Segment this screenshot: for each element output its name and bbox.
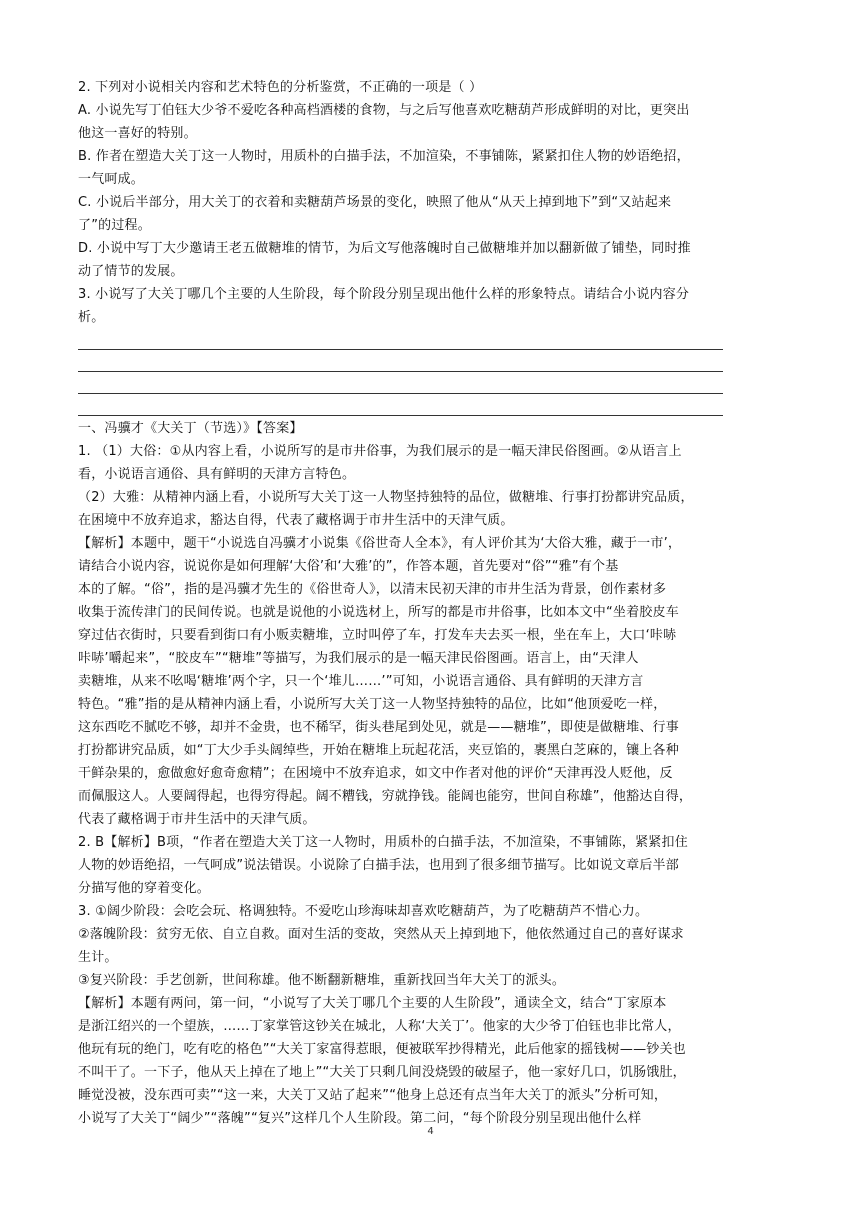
answer-line: 小说写了大关丁“阔少”“落魄”“复兴”这样几个人生阶段。第二问，“每个阶段分别呈现出他什么样 <box>78 1111 642 1126</box>
answer-blank-lines <box>78 349 783 416</box>
answer-line: 人物的妙语绝招，一气呵成”说法错误。小说除了白描手法，也用到了很多细节描写。比如说文章后半部 <box>78 858 679 873</box>
question-line: A. 小说先写丁伯钰大少爷不爱吃各种高档酒楼的食物，与之后写他喜欢吃糖葫芦形成鲜明的对比，更突出 <box>78 103 690 118</box>
answer-line: 2. B【解析】B项，“作者在塑造大关丁这一人物时，用质朴的白描手法，不加渲染，不事铺陈，紧紧扣住 <box>78 835 688 850</box>
answer-line: 【解析】本题有两问，第一问，“小说写了大关丁哪几个主要的人生阶段”，通读全文，结合“丁家原本 <box>78 996 667 1011</box>
answer-blank-line[interactable] <box>78 393 723 394</box>
answer-line: 打扮都讲究品质，如“丁大少手头阔绰些，开始在糖堆上玩起花活，夹豆馅的，裹黑白芝麻的，镶上各种 <box>78 743 679 758</box>
question-line: 3. 小说写了大关丁哪几个主要的人生阶段，每个阶段分别呈现出他什么样的形象特点。请结合小说内容分 <box>78 287 690 302</box>
question-section <box>78 76 783 329</box>
answer-line: 卖糖堆，从来不吆喝‘糖堆’两个字，只一个‘堆儿……’”可知，小说语言通俗、具有鲜明的天津方言 <box>78 674 644 689</box>
question-line: 析。 <box>78 310 105 325</box>
answer-line: 他玩有玩的绝门，吃有吃的格色”“大关丁家富得惹眼，便被联军抄得精光，此后他家的摇钱树——钞关也 <box>78 1042 686 1057</box>
answer-line: 3. ①阔少阶段：会吃会玩、格调独特。不爱吃山珍海味却喜欢吃糖葫芦，为了吃糖葫芦不惜心力。 <box>78 904 649 919</box>
answer-line: 睡觉没被，没东西可卖”“这一来，大关丁又站了起来”“他身上总还有点当年大关丁的派头”分析可知， <box>78 1088 668 1103</box>
answer-line: ②落魄阶段：贫穷无依、自立自救。面对生活的变故，突然从天上掉到地下，他依然通过自己的喜好谋求 <box>78 927 684 942</box>
question-line: 动了情节的发展。 <box>78 264 184 279</box>
answer-line: 这东西吃不腻吃不够，却并不金贵，也不稀罕，街头巷尾到处见，就是——糖堆”，即使是做糖堆、行事 <box>78 720 679 735</box>
question-line: D. 小说中写丁大少邀请王老五做糖堆的情节，为后文写他落魄时自己做糖堆并加以翻新做了铺垫，同时推 <box>78 241 691 256</box>
answer-blank-line[interactable] <box>78 371 723 372</box>
question-line: 他这一喜好的特别。 <box>78 126 197 141</box>
question-line: C. 小说后半部分，用大关丁的衣着和卖糖葫芦场景的变化，映照了他从“从天上掉到地下”到“又站起来 <box>78 195 672 210</box>
question-line: B. 作者在塑造大关丁这一人物时，用质朴的白描手法，不加渲染，不事铺陈，紧紧扣住人物的妙语绝招， <box>78 149 690 164</box>
answer-line: 穿过估衣街时，只要看到街口有小贩卖糖堆，立时叫停了车，打发车夫去买一根，坐在车上，大口‘咔哧 <box>78 628 677 643</box>
answer-line: 代表了藏格调于市井生活中的天津气质。 <box>78 812 316 827</box>
answer-line: 而佩服这人。人要阔得起，也得穷得起。阔不糟钱，穷就挣钱。能阔也能穷，世间自称雄”，他豁达自得， <box>78 789 693 804</box>
answer-line: 干鲜杂果的，愈做愈好愈奇愈精”；在困境中不放弃追求，如文中作者对他的评价“天津再没人贬他，反 <box>78 766 673 781</box>
question-line: 了”的过程。 <box>78 218 151 233</box>
page-number: 4 <box>427 1126 434 1137</box>
answer-line: 在困境中不放弃追求，豁达自得，代表了藏格调于市井生活中的天津气质。 <box>78 513 514 528</box>
answer-blank-line[interactable] <box>78 349 723 350</box>
answer-line: 1. （1）大俗：①从内容上看，小说所写的是市井俗事，为我们展示的是一幅天津民俗图画。②从语言上 <box>78 444 682 459</box>
answer-line: 一、冯骥才《大关丁（节选）》【答案】 <box>78 421 303 436</box>
answer-line: 【解析】本题中，题干“小说选自冯骥才小说集《俗世奇人全本》，有人评价其为‘大俗大雅，藏于一市’， <box>78 536 682 551</box>
answer-blank-line[interactable] <box>78 415 723 416</box>
answer-line: 不叫干了。一下子，他从天上掉在了地上”“大关丁只剩几间没烧毁的破屋子，他一家好几口，饥肠饿肚， <box>78 1065 686 1080</box>
answer-line: 是浙江绍兴的一个望族，……丁家掌管这钞关在城北，人称‘大关丁’。他家的大少爷丁伯钰也非比常人， <box>78 1019 681 1034</box>
page-content <box>78 76 783 1130</box>
answer-line: （2）大雅：从精神内涵上看，小说所写大关丁这一人物坚持独特的品位，做糖堆、行事打扮都讲究品质， <box>78 490 694 505</box>
answer-line: 咔哧’嚼起来”，“胶皮车”“糖堆”等描写，为我们展示的是一幅天津民俗图画。语言上，由“天津人 <box>78 651 639 666</box>
answer-line: 特色。“雅”指的是从精神内涵上看，小说所写大关丁这一人物坚持独特的品位，比如“他顶爱吃一样， <box>78 697 667 712</box>
answer-line: 生计。 <box>78 950 118 965</box>
answer-line: 请结合小说内容，说说你是如何理解‘大俗’和‘大雅’的”，作答本题，首先要对“俗”“雅”有个基 <box>78 559 619 574</box>
answer-line: 看，小说语言通俗、具有鲜明的天津方言特色。 <box>78 467 356 482</box>
answer-key-section <box>78 417 783 1130</box>
question-line: 2. 下列对小说相关内容和艺术特色的分析鉴赏，不正确的一项是（ ） <box>78 80 483 95</box>
answer-line: 收集于流传津门的民间传说。也就是说他的小说选材上，所写的都是市井俗事，比如本文中“坐着胶皮车 <box>78 605 679 620</box>
answer-line: 本的了解。“俗”，指的是冯骥才先生的《俗世奇人》，以清末民初天津的市井生活为背景，创作素材多 <box>78 582 667 597</box>
question-line: 一气呵成。 <box>78 172 145 187</box>
answer-line: ③复兴阶段：手艺创新，世间称雄。他不断翻新糖堆，重新找回当年大关丁的派头。 <box>78 973 566 988</box>
answer-line: 分描写他的穿着变化。 <box>78 881 211 896</box>
